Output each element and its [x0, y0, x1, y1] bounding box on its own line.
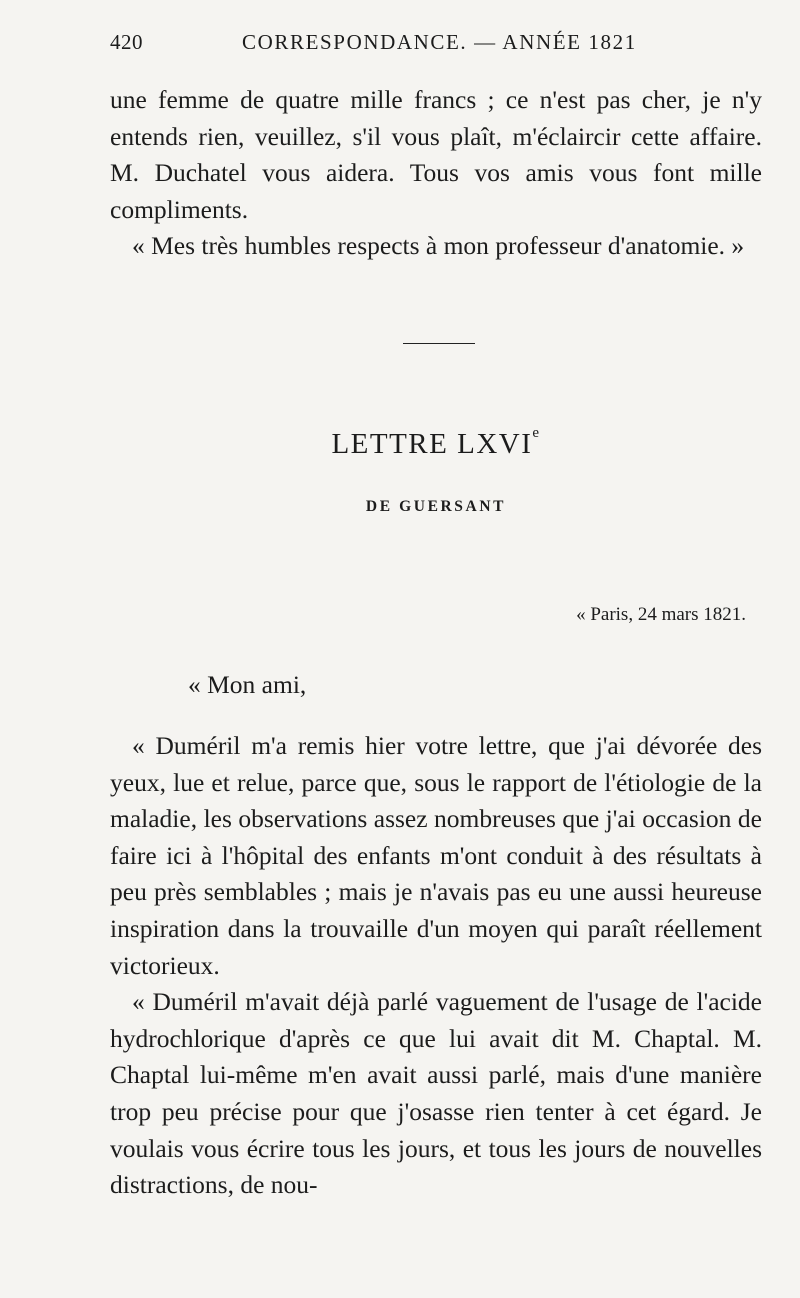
- letter-title-text: LETTRE LXVI: [331, 428, 533, 460]
- letter-author: DE GUERSANT: [365, 498, 507, 515]
- continued-letter-text: [110, 82, 762, 265]
- letter-salutation: « Mon ami,: [188, 670, 307, 699]
- body-paragraph: « Duméril m'a remis hier votre lettre, que j'ai dévorée des yeux, lue et relue, parce que, sous le rapport de l'étiologie de la maladie, les observations assez nombreuses que j'ai occasion de faire ici à l'hôpital des enfants m'ont conduit à des résultats à peu près semblables ; mais je n'avais pas eu une aussi heureuse inspiration dans la trouvaille d'un moyen qui paraît réellement victorieux.: [110, 731, 762, 980]
- body-paragraph: « Mes très humbles respects à mon professeur d'anatomie. »: [132, 231, 745, 261]
- letter-body: [110, 728, 762, 1204]
- running-header: [110, 30, 762, 64]
- letter-title-superscript: e: [532, 425, 541, 441]
- letter-dateline: « Paris, 24 mars 1821.: [576, 604, 746, 625]
- running-title: CORRESPONDANCE. — ANNÉE 1821: [242, 30, 637, 54]
- letter-title: [110, 425, 762, 461]
- body-paragraph: « Duméril m'avait déjà parlé vaguement de l'usage de l'acide hydrochlorique d'après ce que lui avait dit M. Chaptal. M. Chaptal lui-même m'en avait aussi parlé, mais d'une manière trop peu précise pour que j'osasse rien tenter à cet égard. Je voulais vous écrire tous les jours, et tous les jours de nouvelles distractions, de nou-: [110, 987, 762, 1200]
- page-number: 420: [110, 30, 143, 54]
- body-paragraph: une femme de quatre mille francs ; ce n'est pas cher, je n'y entends rien, veuillez, s'il vous plaît, m'éclaircir cette affaire. M. Duchatel vous aidera. Tous vos amis vous font mille compliments.: [110, 85, 762, 224]
- section-divider: [403, 343, 475, 344]
